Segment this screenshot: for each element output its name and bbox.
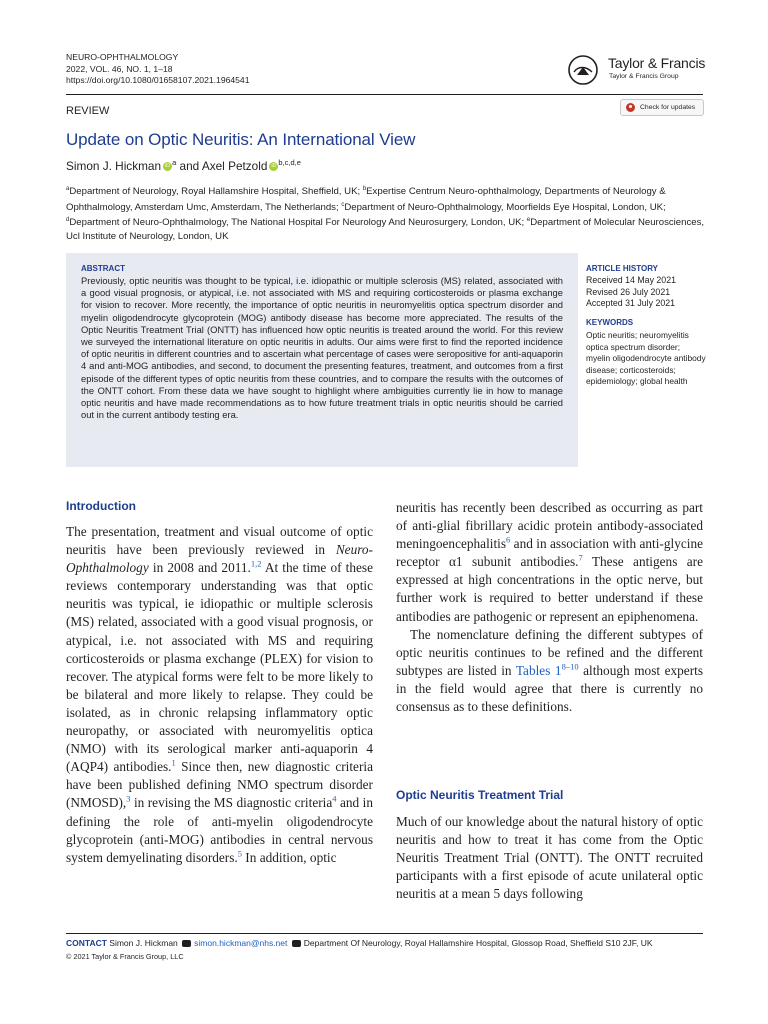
reference-link[interactable]: 5	[237, 848, 242, 859]
table-link[interactable]: Tables 1	[515, 662, 562, 678]
author-conjunction: and	[179, 158, 200, 173]
intro-heading: Introduction	[66, 499, 136, 513]
journal-volume: 2022, VOL. 46, NO. 1, 1–18	[66, 63, 173, 74]
affiliation-c: Department of Neuro-Ophthalmology, Moorfields Eye Hospital, London, UK;	[344, 201, 666, 213]
reference-link[interactable]: 3	[126, 793, 131, 804]
journal-header	[66, 52, 250, 87]
text-run: These antigens are expressed at high concentrations in the optic nerve, but further work is required to better understand if these antibodies are pathogenic or represent an epiphenomena.	[396, 554, 703, 624]
ontt-paragraph: Much of our knowledge about the natural history of optic neuritis and how to treat it has come from the Optic Neuritis Treatment Trial (ONTT). The ONTT recruited participants with a first episode of acute unilateral optic neuritis at a mean 5 days following	[396, 814, 703, 902]
author-2[interactable]: Axel Petzold	[201, 158, 268, 173]
text-run: The presentation, treatment and visual outcome of optic neuritis have been previously reviewed in	[66, 524, 373, 558]
article-history-label: ARTICLE HISTORY	[586, 264, 659, 273]
address-icon	[292, 940, 301, 947]
article-title: Update on Optic Neuritis: An International View	[66, 130, 416, 149]
article-history	[586, 275, 676, 310]
publisher-group: Taylor & Francis Group	[609, 73, 679, 80]
text-run: The nomenclature defining the different subtypes of optic neuritis continues to be refined and the different subtypes are listed in	[396, 626, 703, 678]
ontt-heading: Optic Neuritis Treatment Trial	[396, 788, 564, 802]
contact-label: CONTACT	[66, 938, 107, 948]
author-1[interactable]: Simon J. Hickman	[66, 158, 162, 173]
affiliation-mark: c	[341, 201, 345, 208]
affiliation-mark: b	[362, 186, 367, 192]
orcid-icon[interactable]: iD	[164, 163, 171, 170]
header-rule	[66, 94, 703, 95]
author-line	[66, 158, 301, 173]
footer-rule	[66, 933, 703, 934]
abstract-label: ABSTRACT	[81, 264, 125, 273]
affiliation-b: Expertise Centrum Neuro-ophthalmology, Departments of Neurology & Ophthalmology, Amsterdam Umc, Amsterdam, The Netherlands;	[66, 186, 666, 213]
text-run: and in association with anti-glycine receptor α1 subunit antibodies.	[396, 536, 703, 570]
reference-link[interactable]: 4	[332, 793, 337, 804]
contact-address: Department Of Neurology, Royal Hallamshire Hospital, Glossop Road, Sheffield S10 2JF, UK	[303, 938, 653, 948]
check-updates-icon	[626, 103, 635, 112]
journal-citation: Neuro-Ophthalmology	[66, 542, 373, 576]
affiliation-mark: a	[66, 186, 70, 192]
author-1-affiliation: a	[172, 158, 177, 167]
journal-name: NEURO-OPHTHALMOLOGY	[66, 52, 179, 62]
copyright: © 2021 Taylor & Francis Group, LLC	[66, 952, 184, 961]
text-run: although most experts in the field would agree that there is currently no consensus as to these definitions.	[396, 662, 703, 715]
author-2-affiliation: b,c,d,e	[278, 158, 301, 167]
check-updates-button[interactable]	[620, 99, 704, 116]
intro-paragraph-2	[396, 626, 703, 716]
affiliation-e: Department of Molecular Neurosciences, Ucl Institute of Neurology, London, UK	[66, 217, 705, 242]
intro-paragraph-1	[66, 523, 373, 867]
contact-email[interactable]: simon.hickman@nhs.net	[194, 938, 288, 948]
reference-link[interactable]: 1,2	[250, 558, 262, 569]
reference-link[interactable]: 1	[171, 757, 176, 768]
text-run: Since then, new diagnostic criteria have been published defining NMO spectrum disorder (NMOSD),	[66, 759, 373, 811]
affiliation-mark: d	[66, 217, 70, 224]
text-run: neuritis has recently been described as occurring as part of anti-glial fibrillary acidic protein antibody-associated meningoencephalitis	[396, 500, 703, 552]
contact-line	[66, 938, 653, 948]
abstract-text: Previously, optic neuritis was thought to be typical, i.e. idiopathic or multiple sclerosis (MS) related, associated with a good visual prognosis, or atypical, i.e. not associated with MS and requiring corticosteroids or plasma exchange for vision to recover. More recently, the importance of optic neuritis in neuromyelitis optica spectrum disorder and myelin oligodendrocyte glycoprotein (MOG) antibody disease has become more appreciated. The results of the Optic Neuritis Treatment Trial (ONTT) has influenced how optic neuritis is treated around the world. For this review we surveyed the international literature on optic neuritis in adults. Our aims were first to find the reported incidence of optic neuritis in different countries and to ascertain what percentage of cases were seropositive for anti-aquaporin 4 and anti-MOG antibodies, and second, to document the presenting features, treatment, and outcomes from a first episode of the different types of optic neuritis from these countries, and to compare the results with the outcomes of the ONTT cohort. From these data we have sought to highlight where ambiguities currently lie in how to manage optic neuritis and have made recommendations as to how future treatment trials in optic neuritis should be carried out in the current antibody testing era.	[81, 275, 563, 421]
intro-paragraph-1-cont	[396, 499, 703, 626]
revised-date: Revised 26 July 2021	[586, 286, 671, 297]
text-run: in 2008 and 2011.	[148, 560, 251, 576]
body-column-right	[396, 499, 703, 716]
reference-link[interactable]: 8–10	[561, 661, 579, 672]
journal-doi[interactable]: https://doi.org/10.1080/01658107.2021.1964541	[66, 75, 250, 86]
text-run: and in defining the role of anti-myelin oligodendrocyte glycoprotein (anti-MOG) antibodies in central nervous system demyelinating disorders.	[66, 795, 373, 865]
body-column-left	[66, 523, 373, 867]
affiliation-a: Department of Neurology, Royal Hallamshire Hospital, Sheffield, UK;	[69, 186, 361, 198]
accepted-date: Accepted 31 July 2021	[586, 298, 676, 309]
contact-name: Simon J. Hickman	[109, 938, 178, 948]
text-run: In addition, optic	[241, 849, 337, 865]
text-run: in revising the MS diagnostic criteria	[130, 795, 333, 811]
keywords-label: KEYWORDS	[586, 318, 634, 327]
article-type: REVIEW	[66, 105, 110, 117]
text-run: At the time of these reviews contemporary understanding was that optic neuritis was typical, ie idiopathic or multiple sclerosis (MS) related, associated with a good visual prognosis, or atypical, i.e. not associated with MS and requiring corticosteroids or plasma exchange (PLEX) for vision to recover. The atypical forms were felt to be more likely to be bilateral and more likely to relapse. They could be isolated, as in chronic relapsing inflammatory optic neuropathy, or associated with neuromyelitis optica (NMO) with its serological marker anti-aquaporin 4 (AQP4) antibodies.	[66, 560, 373, 775]
orcid-icon[interactable]: iD	[271, 163, 277, 170]
publisher-logo	[566, 54, 706, 86]
email-icon	[182, 940, 191, 947]
affiliation-d: Department of Neuro-Ophthalmology, The National Hospital For Neurology And Neurosurgery, London, UK;	[69, 217, 525, 229]
affiliations	[66, 183, 706, 243]
affiliation-mark: e	[526, 217, 531, 224]
check-updates-label: Check for updates	[640, 104, 696, 111]
keywords-text: Optic neuritis; neuromyelitis optica spectrum disorder; myelin oligodendrocyte antibody disease; corticosteroids; epidemiology; global health	[586, 330, 706, 386]
taylor-francis-logo-icon	[566, 54, 602, 86]
received-date: Received 14 May 2021	[586, 275, 676, 285]
reference-link[interactable]: 7	[578, 552, 583, 563]
reference-link[interactable]: 6	[506, 534, 511, 545]
publisher-name: Taylor & Francis	[608, 55, 706, 71]
